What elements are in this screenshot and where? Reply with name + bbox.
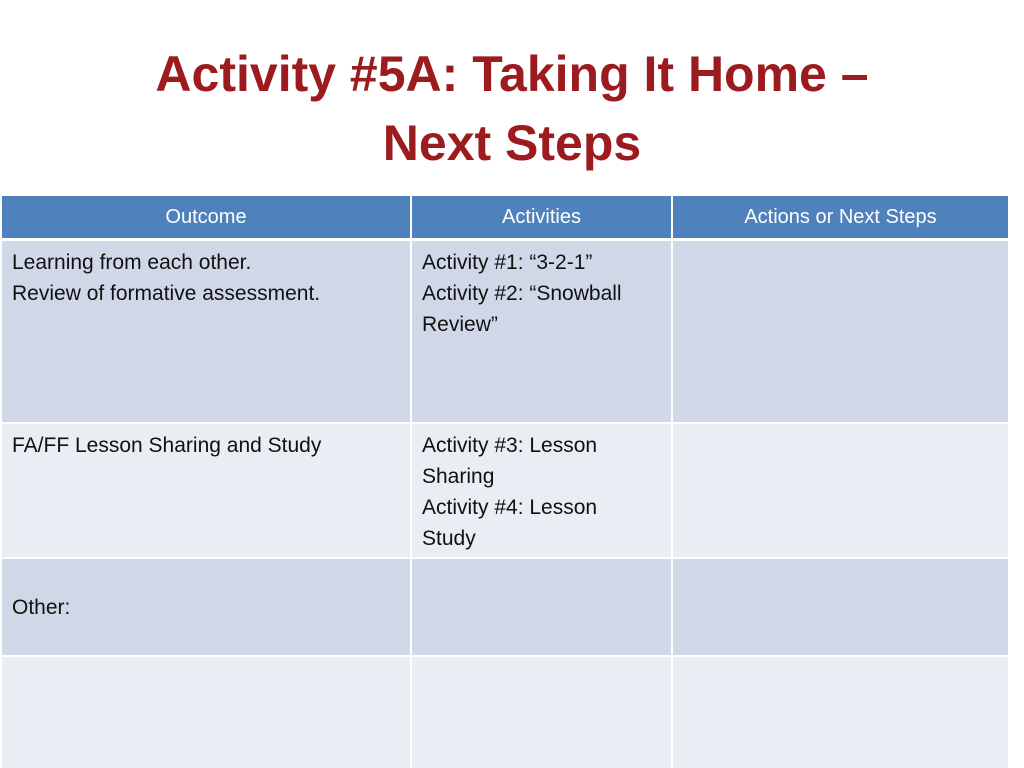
cell-outcome [1, 423, 411, 558]
next-steps-table [0, 196, 1010, 768]
cell-actions [672, 558, 1009, 656]
table-row [1, 240, 1009, 424]
table-row [1, 423, 1009, 558]
header-activities: Activities [411, 197, 672, 240]
cell-text: Activity #4: Lesson [422, 496, 598, 519]
table-row [1, 656, 1009, 768]
cell-text: FA/FF Lesson Sharing and Study [12, 434, 322, 457]
cell-actions [672, 240, 1009, 424]
cell-actions [672, 423, 1009, 558]
cell-text: Activity #2: “Snowball [422, 282, 622, 305]
cell-text: Activity #1: “3-2-1” [422, 251, 593, 274]
table-header-row [1, 197, 1009, 240]
cell-outcome [1, 240, 411, 424]
cell-outcome [1, 656, 411, 768]
slide-title [0, 40, 1024, 178]
title-line-1: Activity #5A: Taking It Home – [155, 46, 869, 102]
cell-text: Review” [422, 313, 498, 336]
header-actions: Actions or Next Steps [672, 197, 1009, 240]
cell-text: Activity #3: Lesson [422, 434, 598, 457]
cell-text: Review of formative assessment. [12, 282, 321, 305]
cell-text: Study [422, 527, 476, 550]
cell-activities [411, 423, 672, 558]
cell-text: Learning from each other. [12, 251, 252, 274]
cell-outcome [1, 558, 411, 656]
header-outcome: Outcome [1, 197, 411, 240]
title-line-2: Next Steps [382, 115, 642, 171]
cell-activities [411, 656, 672, 768]
cell-activities [411, 558, 672, 656]
table-row [1, 558, 1009, 656]
cell-actions [672, 656, 1009, 768]
cell-text: Other: [12, 595, 71, 619]
cell-text: Sharing [422, 465, 495, 488]
cell-activities [411, 240, 672, 424]
